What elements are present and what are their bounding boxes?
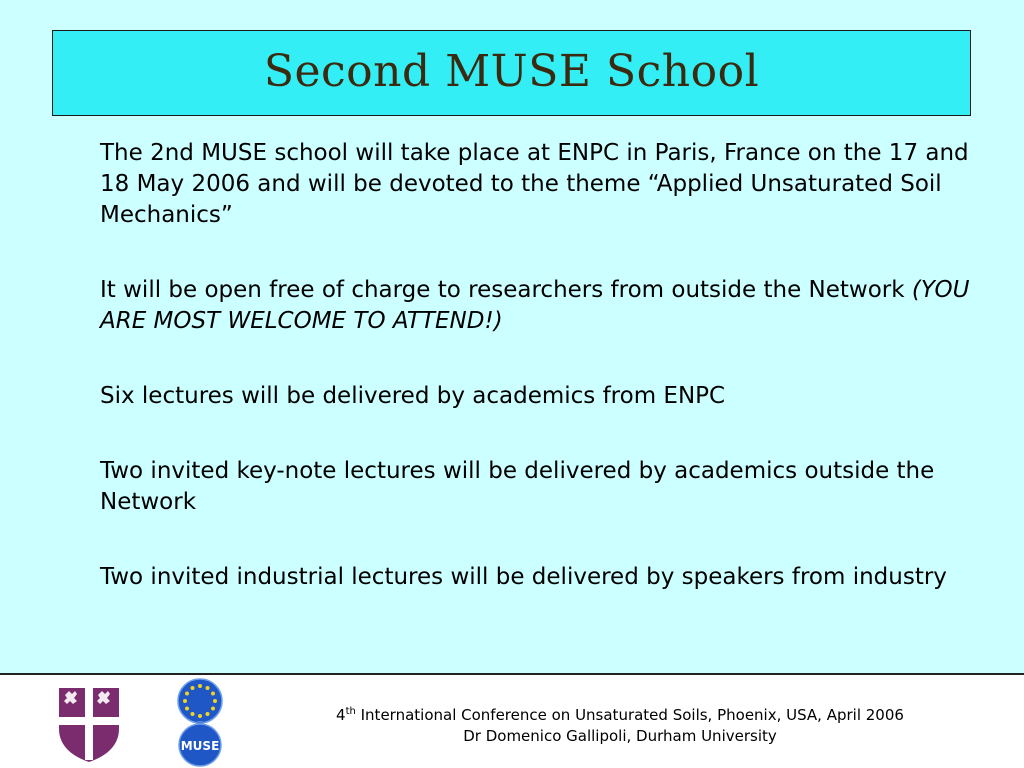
durham-university-crest-icon bbox=[56, 685, 122, 763]
footer-ordinal-suffix: th bbox=[345, 706, 356, 717]
slide-footer bbox=[0, 675, 1024, 768]
footer-caption bbox=[280, 705, 960, 747]
footer-author-line: Dr Domenico Gallipoli, Durham University bbox=[463, 727, 777, 745]
paragraph-enpc-lectures: Six lectures will be delivered by academics from ENPC bbox=[100, 383, 726, 409]
muse-logo-label: MUSE bbox=[180, 739, 220, 753]
slide-title: Second MUSE School bbox=[263, 45, 760, 97]
muse-network-logo-icon bbox=[176, 677, 224, 767]
footer-ordinal: 4 bbox=[336, 706, 346, 724]
paragraph-school-details: The 2nd MUSE school will take place at ENPC in Paris, France on the 17 and 18 May 2006 and will be devoted to the theme “Applied Unsaturated Soil Mechanics” bbox=[100, 140, 969, 228]
slide-body bbox=[100, 138, 980, 593]
paragraph-open-access-emphasis: (YOU ARE MOST WELCOME TO ATTEND!) bbox=[100, 277, 970, 334]
footer-conference-text: International Conference on Unsaturated Soils, Phoenix, USA, April 2006 bbox=[355, 706, 904, 724]
paragraph-industrial-lectures: Two invited industrial lectures will be delivered by speakers from industry bbox=[100, 564, 947, 590]
paragraph-open-access-text: It will be open free of charge to researchers from outside the Network bbox=[100, 277, 912, 303]
paragraph-open-access bbox=[100, 275, 980, 337]
title-box bbox=[52, 30, 971, 116]
paragraph-keynote-lectures: Two invited key-note lectures will be delivered by academics outside the Network bbox=[100, 458, 935, 515]
footer-conference-line bbox=[280, 705, 960, 726]
